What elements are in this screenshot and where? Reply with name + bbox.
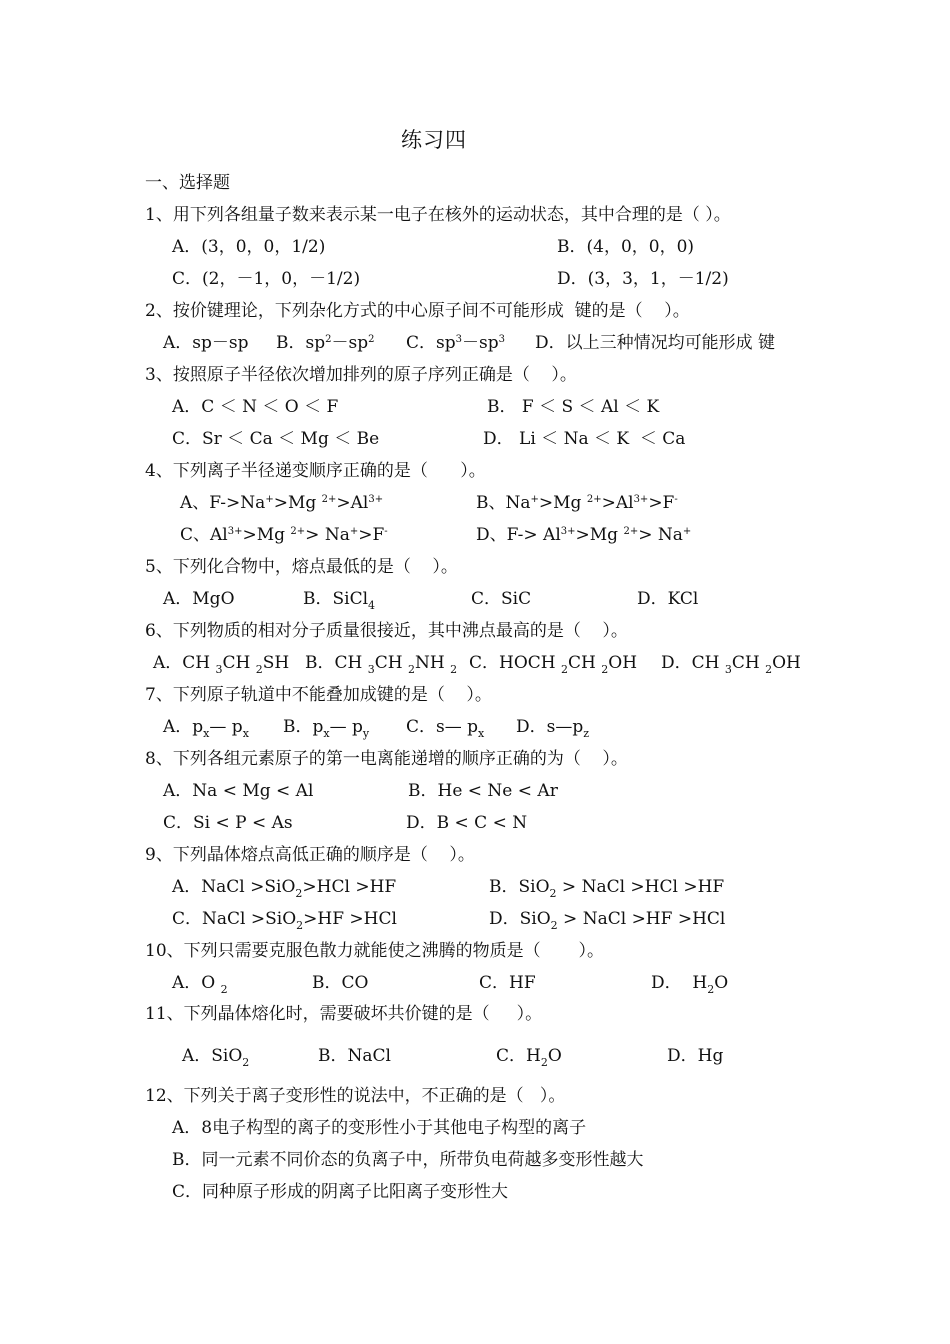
question-3-option-b: B． F ＜ S ＜ Al ＜ K <box>487 397 660 417</box>
question-5-option-b: B．SiCl$_4$ <box>303 589 376 612</box>
question-8-option-a: A．Na < Mg < Al <box>163 781 314 801</box>
question-8-option-b: B．He < Ne < Ar <box>408 781 558 801</box>
question-12-option-b: B．同一元素不同价态的负离子中，所带负电荷越多变形性越大 <box>172 1150 644 1170</box>
question-2-option-d: D．以上三种情况均可能形成 键 <box>535 333 776 353</box>
question-1-option-c: C．(2，－1，0，－1/2) <box>172 269 361 289</box>
question-9-option-a: A．NaCl >SiO$_2$>HCl >HF <box>172 877 397 900</box>
question-5-option-c: C．SiC <box>471 589 532 609</box>
question-12-option-a: A．8电子构型的离子的变形性小于其他电子构型的离子 <box>172 1118 587 1138</box>
question-1-option-a: A．(3，0，0，1/2) <box>172 237 326 257</box>
question-3-stem: 3、按照原子半径依次增加排列的原子序列正确是（ ）。 <box>145 365 577 385</box>
question-4-option-b: B、Na+>Mg $^{2+}>Al^{3+}>F^-$ <box>476 493 678 513</box>
question-4-option-c: C、$Al^{3+}>Mg$ $^{2+}$> Na+>F- <box>180 525 388 545</box>
question-9-option-b: B．SiO$_2$ > NaCl >HCl >HF <box>489 877 725 900</box>
question-5-option-a: A．MgO <box>163 589 235 609</box>
question-11-option-a: A．SiO$_2$ <box>182 1046 250 1069</box>
question-7-stem: 7、下列原子轨道中不能叠加成键的是（ ）。 <box>145 685 492 705</box>
question-10-option-a: A．O $_2$ <box>172 973 228 996</box>
question-7-option-d: D．$s—p_z$ <box>516 717 590 740</box>
question-1-stem: 1、用下列各组量子数来表示某一电子在核外的运动状态，其中合理的是（ ）。 <box>145 205 731 225</box>
question-12-option-c: C．同种原子形成的阴离子比阳离子变形性大 <box>172 1182 509 1202</box>
question-8-option-d: D．B < C < N <box>406 813 528 833</box>
question-6-option-b: B．CH $_3$CH $_2$NH $_2$ <box>305 653 458 676</box>
question-7-option-b: B．$p_x—$ $p_y$ <box>283 717 370 740</box>
question-2-option-b: B．$sp^2-sp^2$ <box>276 333 375 353</box>
question-5-option-d: D．KCl <box>637 589 699 609</box>
question-4-option-a: A、F->Na+>Mg $^{2+}>Al^{3+}$ <box>180 493 384 513</box>
question-10-option-c: C．HF <box>479 973 536 993</box>
question-3-option-c: C．Sr ＜ Ca ＜ Mg ＜ Be <box>172 429 380 449</box>
question-4-option-d: D、$F-> Al^{3+}>Mg$ $^{2+}$> Na+ <box>476 525 692 545</box>
question-5-stem: 5、下列化合物中，熔点最低的是（ ）。 <box>145 557 458 577</box>
page-title: 练习四 <box>401 128 467 152</box>
question-10-option-b: B．CO <box>312 973 369 993</box>
question-8-stem: 8、下列各组元素原子的第一电离能递增的顺序正确的为（ ）。 <box>145 749 628 769</box>
question-11-option-d: D．Hg <box>667 1046 724 1066</box>
question-9-option-d: D．SiO$_2$ > NaCl >HF >HCl <box>489 909 726 932</box>
question-6-option-c: C．HOCH $_2$CH $_2$OH <box>469 653 638 676</box>
question-2-option-a: A．sp－sp <box>163 333 249 353</box>
question-8-option-c: C．Si < P < As <box>163 813 293 833</box>
question-6-option-d: D．CH $_3$CH $_2$OH <box>661 653 801 676</box>
question-2-option-c: C．$sp^3-sp^3$ <box>406 333 505 353</box>
question-6-option-a: A．CH $_3$CH $_2$SH <box>153 653 290 676</box>
question-10-stem: 10、下列只需要克服色散力就能使之沸腾的物质是（ ）。 <box>145 941 604 961</box>
question-2-stem: 2、按价键理论，下列杂化方式的中心原子间不可能形成 键的是（ ）。 <box>145 301 690 321</box>
question-1-option-d: D．(3，3，1，－1/2) <box>557 269 729 289</box>
question-3-option-a: A．C ＜ N ＜ O ＜ F <box>172 397 339 417</box>
question-7-option-c: C．s— $p_x$ <box>406 717 485 740</box>
question-6-stem: 6、下列物质的相对分子质量很接近，其中沸点最高的是（ ）。 <box>145 621 628 641</box>
question-1-option-b: B．(4，0，0，0) <box>557 237 695 257</box>
question-9-stem: 9、下列晶体熔点高低正确的顺序是（ ）。 <box>145 845 475 865</box>
question-12-stem: 12、下列关于离子变形性的说法中，不正确的是（ ）。 <box>145 1086 566 1106</box>
question-11-stem: 11、下列晶体熔化时，需要破坏共价键的是（ ）。 <box>145 1004 543 1024</box>
question-10-option-d: D． $H_2O$ <box>651 973 729 996</box>
question-4-stem: 4、下列离子半径递变顺序正确的是（ ）。 <box>145 461 486 481</box>
question-11-option-c: C．$H_2O$ <box>496 1046 562 1069</box>
question-11-option-b: B．NaCl <box>318 1046 391 1066</box>
question-3-option-d: D． Li ＜ Na ＜ K ＜ Ca <box>483 429 686 449</box>
question-7-option-a: A．$p_x—$ $p_x$ <box>163 717 249 740</box>
section-heading: 一、选择题 <box>145 173 230 193</box>
question-9-option-c: C．NaCl >SiO$_2$>HF >HCl <box>172 909 397 932</box>
